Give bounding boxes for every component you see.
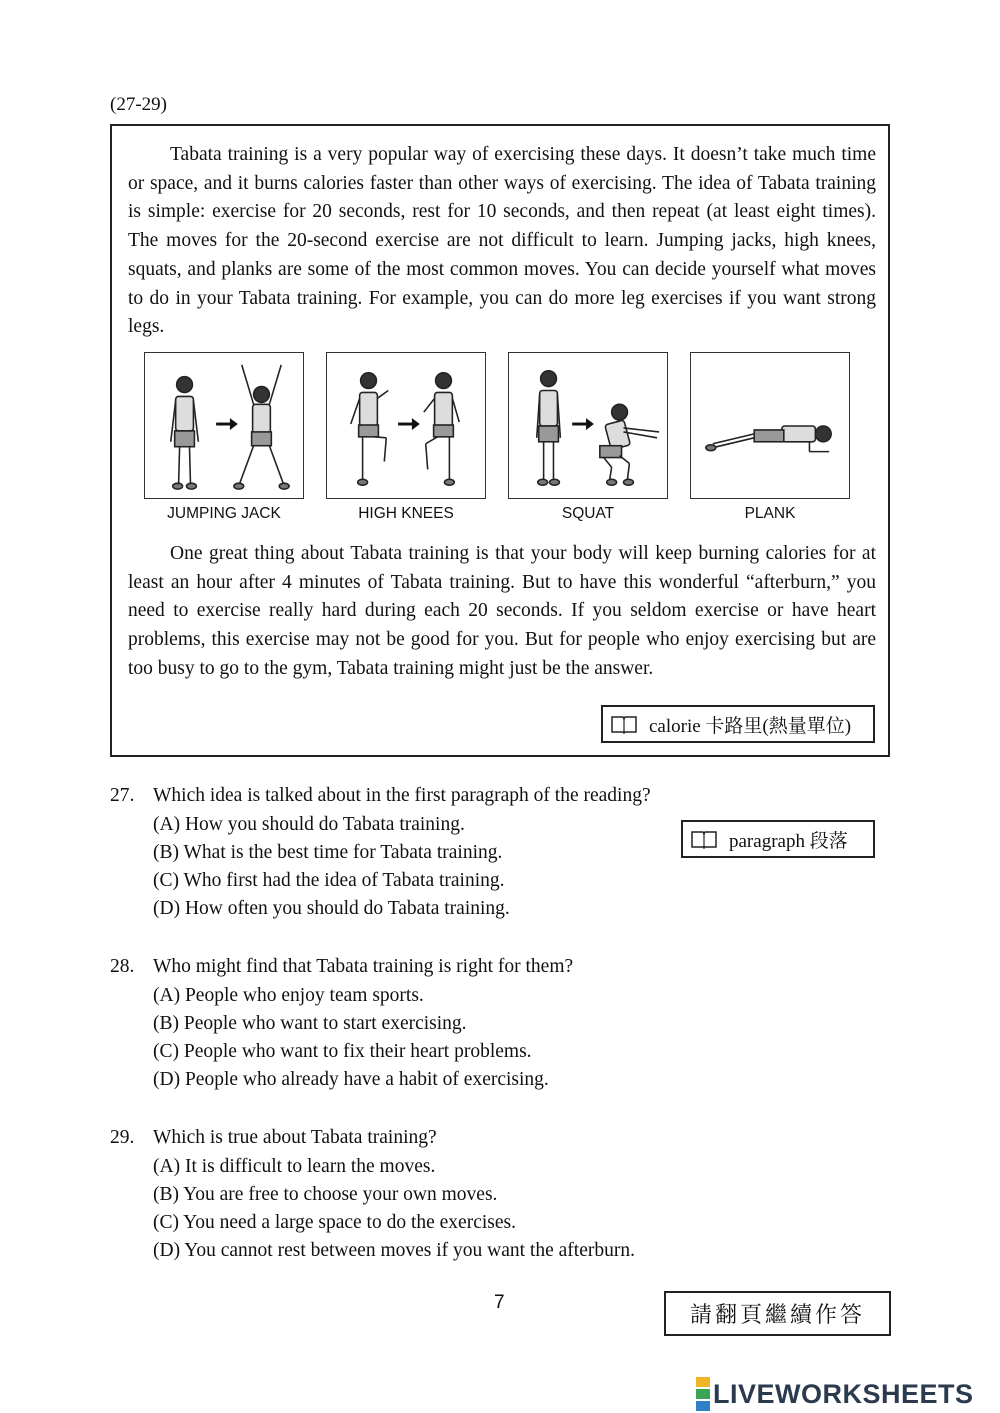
page-number: 7	[494, 1292, 505, 1313]
question-range: (27-29)	[110, 94, 167, 115]
reading-passage	[110, 124, 890, 757]
continue-note: 請翻頁繼續作答	[664, 1291, 891, 1336]
option-a[interactable]: (A) People who enjoy team sports.	[153, 985, 424, 1006]
passage-paragraph-2: One great thing about Tabata training is that your body will keep burning calories for at least an hour after 4 minutes of Tabata training. But to have this wonderful “afterburn,” you need to exercise really hard during each 20 seconds. If you seldom exercise or have heart problems, this exercise may not be good for you. But for people who enjoy exercising but are too busy to go to the gym, Tabata training might just be the answer.	[128, 543, 876, 679]
option-c[interactable]: (C) Who first had the idea of Tabata training.	[153, 870, 505, 891]
paragraph-gloss-text: paragraph 段落	[729, 830, 848, 852]
figure-caption: SQUAT	[561, 505, 615, 522]
squat-illustration	[509, 353, 667, 498]
figure-caption: JUMPING JACK	[167, 505, 281, 522]
plank-illustration	[691, 353, 849, 498]
option-b[interactable]: (B) What is the best time for Tabata training.	[153, 842, 503, 863]
jumping-jack-illustration	[145, 353, 303, 498]
figure-caption: HIGH KNEES	[358, 505, 454, 522]
option-a[interactable]: (A) It is difficult to learn the moves.	[153, 1156, 436, 1177]
option-d[interactable]: (D) How often you should do Tabata training.	[153, 898, 510, 919]
question-28	[110, 952, 870, 1094]
question-number: 27.	[110, 785, 135, 806]
question-text: Which idea is talked about in the first paragraph of the reading?	[153, 785, 651, 806]
option-b[interactable]: (B) You are free to choose your own moves.	[153, 1184, 498, 1205]
brand-logo-icon	[696, 1376, 710, 1412]
question-text: Who might find that Tabata training is right for them?	[153, 956, 574, 977]
option-d[interactable]: (D) People who already have a habit of exercising.	[153, 1069, 549, 1090]
figure-caption: PLANK	[744, 505, 796, 522]
book-icon	[691, 829, 717, 849]
question-text: Which is true about Tabata training?	[153, 1127, 437, 1148]
option-c[interactable]: (C) You need a large space to do the exercises.	[153, 1212, 516, 1233]
question-29	[110, 1123, 870, 1265]
figure-jumping-jack	[144, 352, 304, 523]
option-a[interactable]: (A) How you should do Tabata training.	[153, 814, 465, 835]
calorie-gloss-text: calorie 卡路里(熱量單位)	[649, 715, 852, 737]
option-d[interactable]: (D) You cannot rest between moves if you want the afterburn.	[153, 1240, 635, 1261]
liveworksheets-brand	[696, 1376, 974, 1412]
figure-plank	[690, 352, 850, 523]
figure-high-knees	[326, 352, 486, 523]
passage-paragraph-1: Tabata training is a very popular way of exercising these days. It doesn’t take much time or space, and it burns calories faster than other ways of exercising. The idea of Tabata training is simple: exercise for 20 seconds, rest for 10 seconds, and then repeat (at least eight times). The moves for the 20-second exercise are not difficult to learn. Jumping jacks, high knees, squats, and planks are some of the most common moves. You can decide yourself what moves to do in your Tabata training. For example, you can do more leg exercises if you want strong legs.	[128, 144, 876, 338]
option-c[interactable]: (C) People who want to fix their heart problems.	[153, 1041, 532, 1062]
figure-squat	[508, 352, 668, 523]
high-knees-illustration	[327, 353, 485, 498]
brand-text: LIVEWORKSHEETS	[713, 1378, 974, 1409]
question-number: 29.	[110, 1127, 135, 1148]
paragraph-gloss-box	[681, 820, 875, 858]
book-icon	[611, 714, 637, 734]
option-b[interactable]: (B) People who want to start exercising.	[153, 1013, 467, 1034]
calorie-gloss-box	[601, 705, 875, 743]
question-number: 28.	[110, 956, 135, 977]
